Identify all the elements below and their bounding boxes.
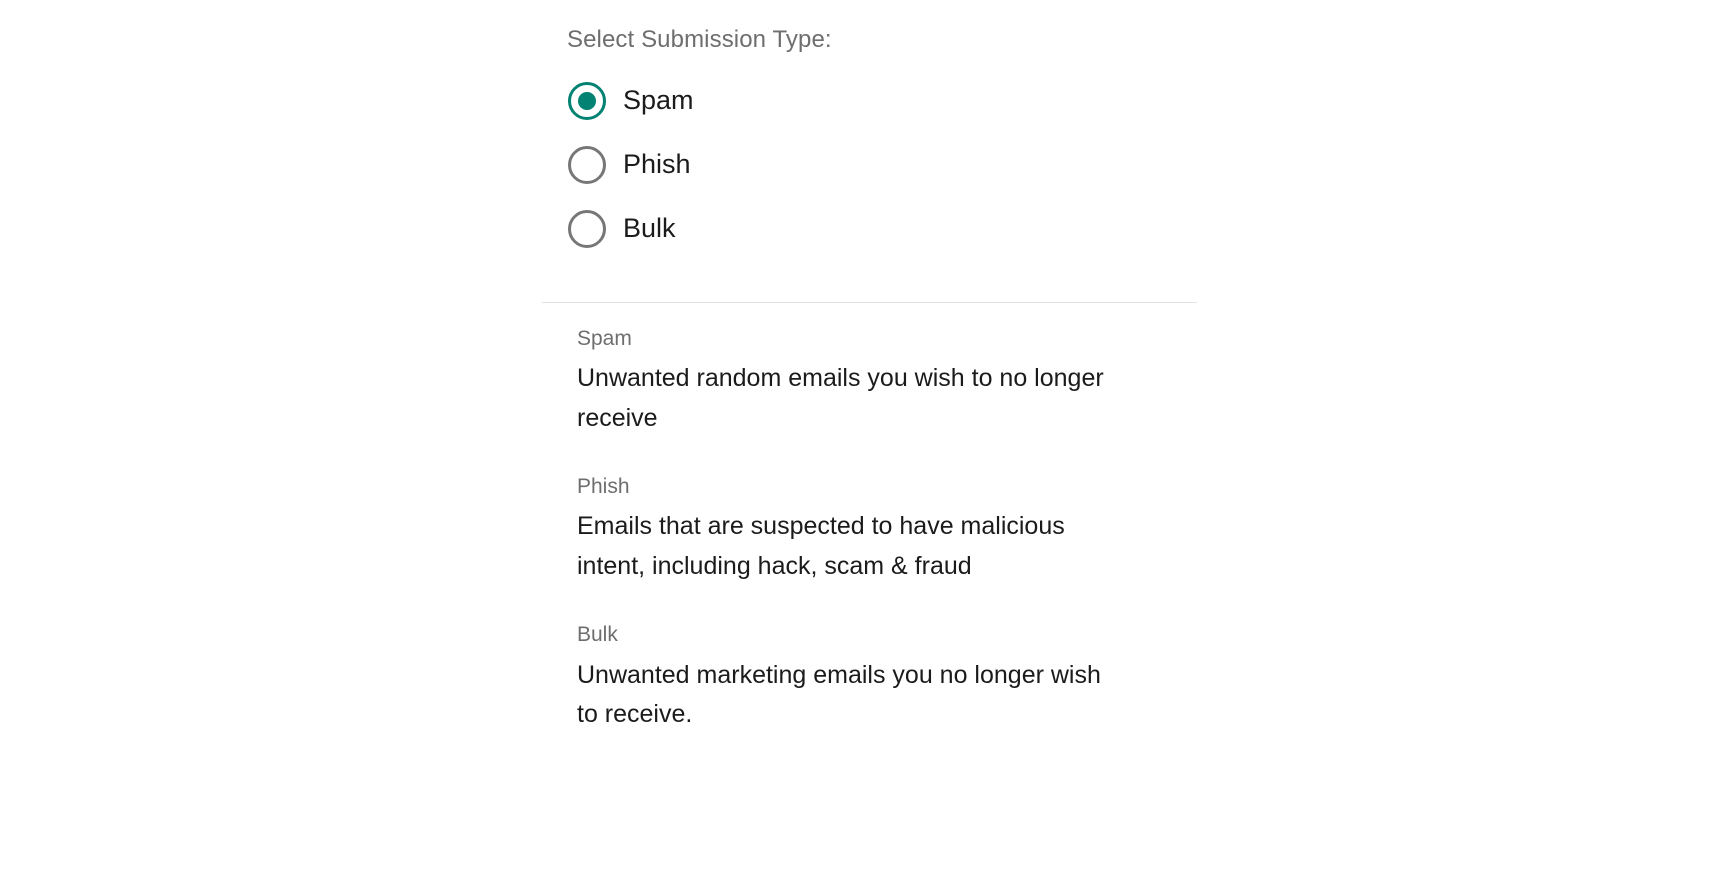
description-item-spam [577, 325, 1197, 438]
section-label: Select Submission Type: [567, 26, 832, 53]
submission-type-panel [537, 0, 1197, 770]
radio-button-icon[interactable] [568, 82, 606, 120]
radio-option-bulk[interactable] [537, 197, 1197, 261]
radio-option-phish[interactable] [537, 133, 1197, 197]
description-title: Bulk [577, 623, 618, 647]
description-item-phish [577, 473, 1197, 586]
radio-option-label: Bulk [623, 213, 676, 244]
description-body: Unwanted random emails you wish to no longer receive [577, 364, 1104, 432]
description-title: Phish [577, 475, 630, 499]
radio-selected-dot-icon [578, 92, 596, 110]
radio-button-icon[interactable] [568, 146, 606, 184]
submission-type-radio-group [537, 69, 1197, 261]
description-item-bulk [577, 621, 1197, 734]
description-title: Spam [577, 326, 632, 350]
radio-option-spam[interactable] [537, 69, 1197, 133]
radio-selected-dot-icon [578, 220, 596, 238]
radio-selected-dot-icon [578, 156, 596, 174]
radio-button-icon[interactable] [568, 210, 606, 248]
submission-type-descriptions [537, 303, 1197, 735]
description-body: Unwanted marketing emails you no longer wish to receive. [577, 660, 1101, 729]
description-body: Emails that are suspected to have malicious intent, including hack, scam & fraud [577, 512, 1065, 580]
radio-option-label: Spam [623, 85, 694, 116]
radio-option-label: Phish [623, 149, 691, 180]
